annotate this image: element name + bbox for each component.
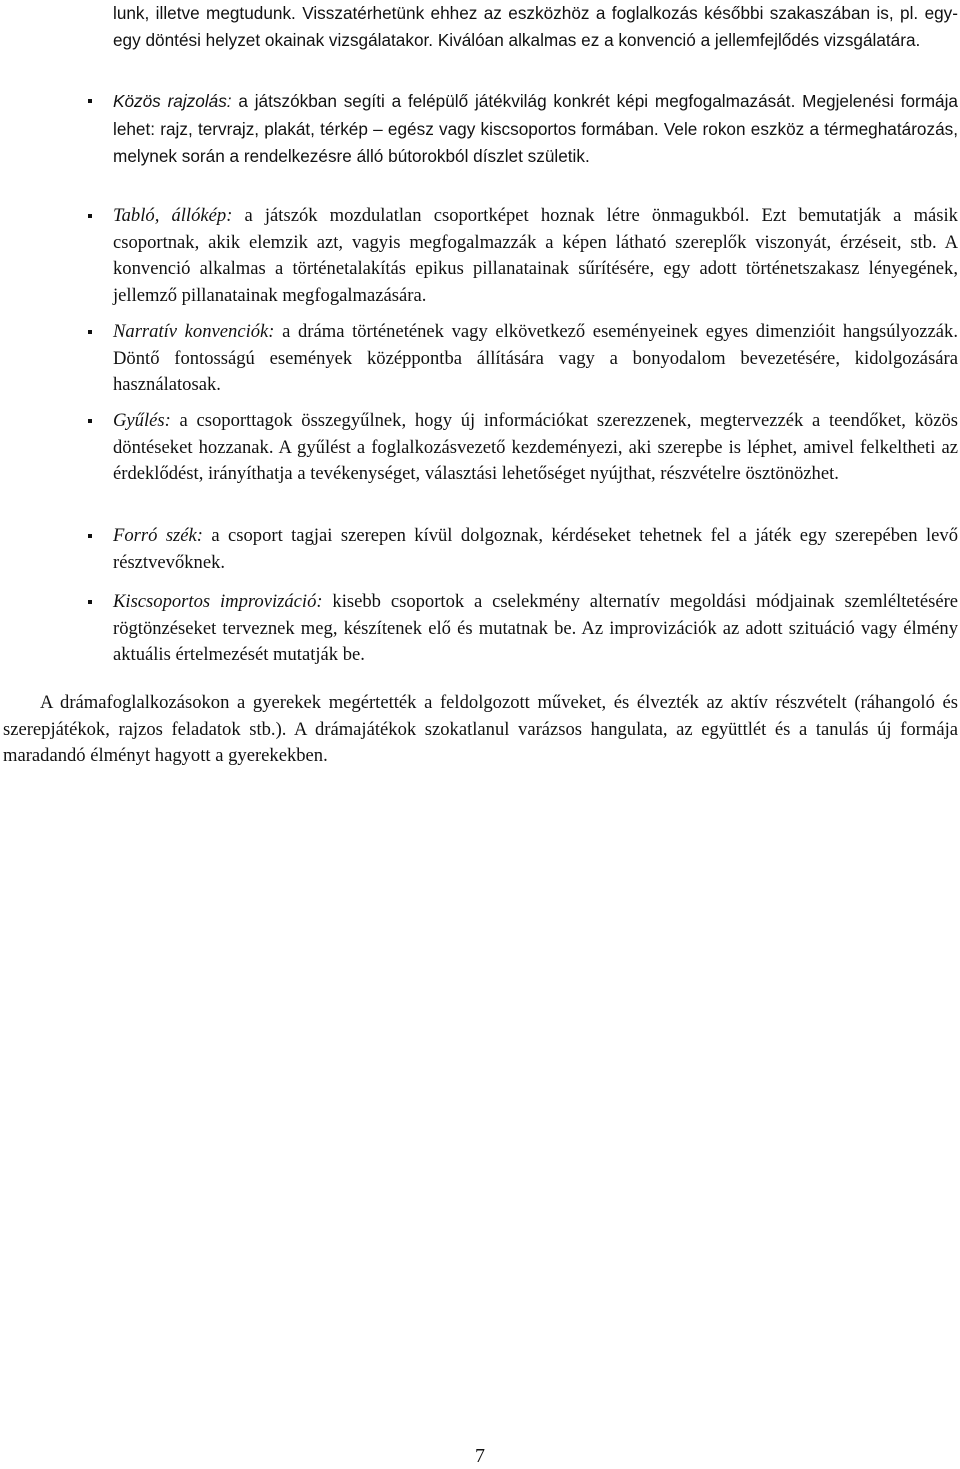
item-term: Tabló, állókép: [113,205,233,226]
bullet-icon [88,88,92,115]
list-item [113,88,958,171]
list-item [113,523,958,576]
item-term: Gyűlés: [113,410,171,431]
item-text: a játszókban segíti a felépülő játékvilág konkrét képi megfogalmazását. Megjelenési formája lehet: rajz, tervrajz, plakát, térkép – egész vagy kiscsoportos formában. Vele rokon eszköz a térmeghatározás, melynek során a rendelkezésre álló bútorokból díszlet születik. [113,91,958,167]
continuation-text: lunk, illetve megtudunk. Visszatérhetünk ehhez az eszközhöz a foglalkozás későbbi szakaszában is, pl. egy-egy döntési helyzet okainak vizsgálatakor. Kiválóan alkalmas ez a konvenció a jellemfejlődés vizsgálatára. [113,3,958,50]
item-term: Közös rajzolás: [113,91,232,111]
list-item [113,589,958,669]
item-term: Kiscsoportos improvizáció: [113,591,323,612]
list-item [113,203,958,309]
closing-text: A drámafoglalkozásokon a gyerekek megértették a feldolgozott műveket, és élvezték az aktív részvételt (ráhangoló és szerepjátékok, rajzos feladatok stb.). A drámajátékok szokatlanul varázsos hangulata, az együttlét és a tanulás új formája maradandó élményt hagyott a gyerekekben. [3,692,958,767]
item-text: a csoport tagjai szerepen kívül dolgoznak, kérdéseket tehetnek fel a játék egy szerepében levő résztvevőknek. [113,525,958,573]
item-term: Forró szék: [113,525,203,546]
bullet-icon [88,589,92,616]
continuation-paragraph [113,0,958,53]
item-text: a játszók mozdulatlan csoportképet hoznak létre önmagukból. Ezt bemutatják a másik csoportnak, akik elemzik azt, vagyis megfogalmazzák a képen látható szereplők viszonyát, érzéseit, stb. A konvenció alkalmas a történetalakítás epikus pillanatainak sűrítésére, egy adott történetszakasz lényegének, jellemző pillanatainak megfogalmazására. [113,205,958,306]
bullet-icon [88,203,92,230]
item-text: a csoporttagok összegyűlnek, hogy új információkat szerezzenek, megtervezzék a teendőket, közös döntéseket hozzanak. A gyűlést a foglalkozásvezető kezdeményezi, aki szerepbe is léphet, amivel felkeltheti az érdeklődést, irányíthatja a tevékenységet, választási lehetőséget nyújthat, részvételre ösztönözhet. [113,410,958,485]
bullet-icon [88,408,92,435]
list-item [113,408,958,488]
bullet-icon [88,523,92,550]
item-text: a dráma történetének vagy elkövetkező eseményeinek egyes dimenzióit hangsúlyozzák. Döntő fontosságú események középpontba állítására vagy a bonyodalom bevezetésére, kidolgozására használatosak. [113,321,958,396]
item-text: kisebb csoportok a cselekmény alternatív megoldási módjainak szemléltetésére rögtönzéseket terveznek meg, készítenek elő és mutatnak be. Az improvizációk az adott szituáció vagy élmény aktuális értelmezését mutatják be. [113,591,959,666]
bullet-icon [88,319,92,346]
page-number: 7 [475,1445,485,1467]
item-term: Narratív konvenciók: [113,321,275,342]
list-item [113,319,958,399]
closing-paragraph [3,690,958,770]
